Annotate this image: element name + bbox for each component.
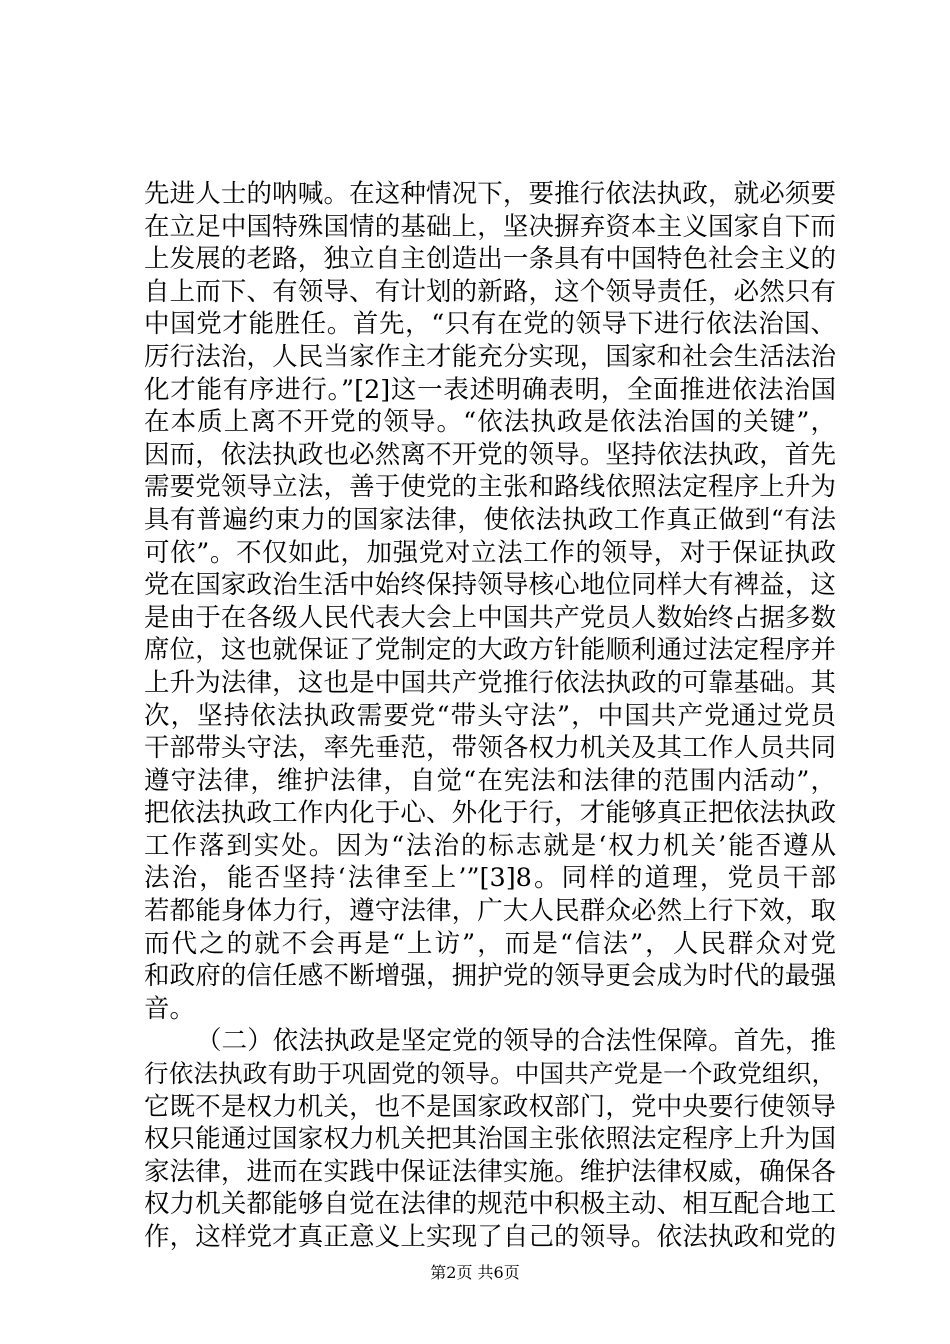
text-line: 先进人士的呐喊。在这种情况下，要推行依法执政，就必须要 xyxy=(144,179,836,209)
text-line: 遵守法律，维护法律，自觉“在宪法和法律的范围内活动”， xyxy=(144,765,836,796)
text-line: 若都能身体力行，遵守法律，广大人民群众必然上行下效，取 xyxy=(144,896,836,927)
text-line: 具有普遍约束力的国家法律，使依法执政工作真正做到“有法 xyxy=(144,504,836,535)
text-line: 工作落到实处。因为“法治的标志就是‘权力机关’能否遵从 xyxy=(144,830,836,861)
text-line: 权只能通过国家权力机关把其治国主张依照法定程序上升为国 xyxy=(144,1124,836,1155)
text-line: 在本质上离不开党的领导。“依法执政是依法治国的关键”， xyxy=(144,407,836,438)
text-line: 党在国家政治生活中始终保持领导核心地位同样大有裨益，这 xyxy=(144,570,836,601)
text-line: 厉行法治，人民当家作主才能充分实现，国家和社会生活法治 xyxy=(144,341,836,372)
text-line: 行依法执政有助于巩固党的领导。中国共产党是一个政党组织， xyxy=(144,1059,836,1089)
text-line: 上升为法律，这也是中国共产党推行依法执政的可靠基础。其 xyxy=(144,667,836,698)
text-line: 自上而下、有领导、有计划的新路，这个领导责任，必然只有 xyxy=(144,276,836,307)
section-heading-line: （二）依法执政是坚定党的领导的合法性保障。首先，推 xyxy=(196,1026,836,1057)
text-line: 而代之的就不会再是“上访”，而是“信法”，人民群众对党 xyxy=(144,928,836,959)
text-line: 权力机关都能够自觉在法律的规范中积极主动、相互配合地工 xyxy=(144,1189,836,1220)
text-line: 是由于在各级人民代表大会上中国共产党员人数始终占据多数 xyxy=(144,602,836,633)
body-text xyxy=(144,178,836,1254)
text-line: 需要党领导立法，善于使党的主张和路线依照法定程序上升为 xyxy=(144,472,836,503)
text-line: 次，坚持依法执政需要党“带头守法”，中国共产党通过党员 xyxy=(144,700,836,731)
text-line: 作，这样党才真正意义上实现了自己的领导。依法执政和党的 xyxy=(144,1222,836,1252)
text-line: 它既不是权力机关，也不是国家政权部门，党中央要行使领导 xyxy=(144,1091,836,1122)
text-line: 席位，这也就保证了党制定的大政方针能顺利通过法定程序并 xyxy=(144,635,836,666)
text-line: 因而，依法执政也必然离不开党的领导。坚持依法执政，首先 xyxy=(144,439,836,470)
text-line: 中国党才能胜任。首先，“只有在党的领导下进行依法治国、 xyxy=(144,309,836,340)
paragraph-end-line: 音。 xyxy=(144,993,196,1024)
text-line: 把依法执政工作内化于心、外化于行，才能够真正把依法执政 xyxy=(144,798,836,829)
text-line: 法治，能否坚持‘法律至上’”[3]8。同样的道理，党员干部 xyxy=(144,863,836,894)
text-line: 上发展的老路，独立自主创造出一条具有中国特色社会主义的 xyxy=(144,244,836,275)
text-line: 可依”。不仅如此，加强党对立法工作的领导，对于保证执政 xyxy=(144,537,836,568)
text-line: 干部带头守法，率先垂范，带领各权力机关及其工作人员共同 xyxy=(144,733,836,764)
text-line: 和政府的信任感不断增强，拥护党的领导更会成为时代的最强 xyxy=(144,961,836,992)
text-line: 家法律，进而在实践中保证法律实施。维护法律权威，确保各 xyxy=(144,1156,836,1187)
text-line: 化才能有序进行。”[2]这一表述明确表明，全面推进依法治国 xyxy=(144,374,836,405)
text-line: 在立足中国特殊国情的基础上，坚决摒弃资本主义国家自下而 xyxy=(144,211,836,242)
page-number-footer: 第2页 共6页 xyxy=(430,1263,520,1282)
